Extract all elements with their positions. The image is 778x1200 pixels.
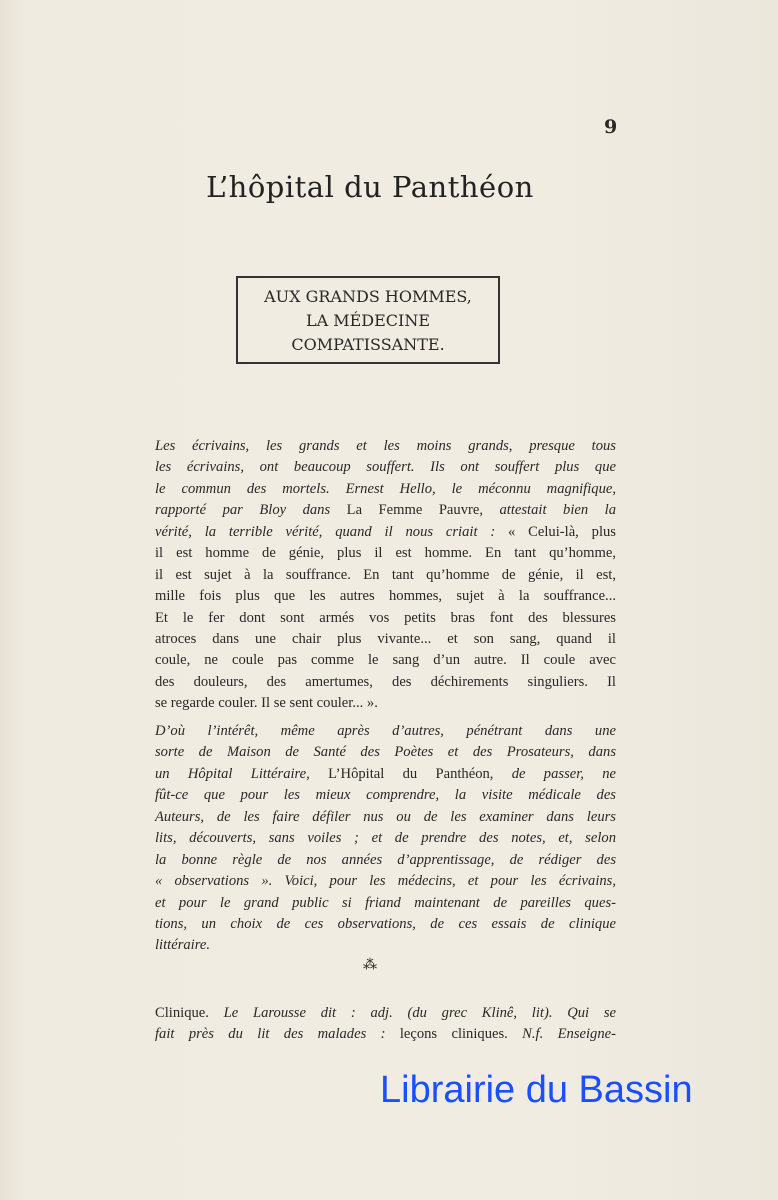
paragraph-clinique bbox=[155, 1003, 616, 1046]
text-line bbox=[155, 693, 616, 714]
text-line bbox=[155, 522, 616, 543]
text-line bbox=[155, 1024, 616, 1045]
italic-text: vérité, la terrible vérité, quand il nous criait : bbox=[155, 523, 509, 540]
asterism-divider: ⁂ bbox=[363, 958, 377, 973]
roman-text: « Celui-là, plus bbox=[508, 523, 616, 540]
roman-text: L’Hôpital du Panthéon, bbox=[328, 765, 494, 782]
text-line bbox=[155, 721, 616, 742]
text-line bbox=[155, 543, 616, 564]
text-line bbox=[155, 457, 616, 478]
boxed-heading-line: COMPATISSANTE. bbox=[291, 335, 445, 354]
text-line bbox=[155, 764, 616, 785]
text-line bbox=[155, 586, 616, 607]
boxed-heading bbox=[236, 276, 500, 364]
page-number: 9 bbox=[604, 116, 618, 138]
paragraph-intro bbox=[155, 436, 616, 715]
roman-text: leçons cliniques. bbox=[399, 1026, 508, 1043]
boxed-heading-line: AUX GRANDS HOMMES, bbox=[264, 287, 472, 306]
italic-text: de passer, ne bbox=[493, 765, 617, 782]
text-line bbox=[155, 893, 616, 914]
paragraph-hospital bbox=[155, 721, 616, 957]
italic-text: fait près du lit des malades : bbox=[155, 1026, 400, 1043]
text-line bbox=[155, 608, 616, 629]
italic-text: « observations ». Voici, pour les médecins, et pour les écrivains, bbox=[155, 873, 616, 890]
italic-text: un Hôpital Littéraire, bbox=[155, 765, 329, 782]
italic-text: N.f. Enseigne- bbox=[507, 1026, 616, 1043]
roman-text: Et le fer dont sont armés vos petits bras font des blessures bbox=[155, 609, 616, 626]
text-line bbox=[155, 436, 616, 457]
roman-text: Clinique. bbox=[155, 1005, 209, 1021]
text-line bbox=[155, 629, 616, 650]
italic-text: Le Larousse dit : adj. (du grec Klinê, lit). Qui se bbox=[208, 1005, 616, 1021]
text-line bbox=[155, 871, 616, 892]
text-line bbox=[155, 828, 616, 849]
text-line bbox=[155, 1003, 616, 1024]
roman-text: il est homme de génie, plus il est homme. En tant qu’homme, bbox=[155, 545, 616, 562]
roman-text: il est sujet à la souffrance. En tant qu’homme de génie, il est, bbox=[155, 566, 616, 583]
watermark-logo: Librairie du Bassin bbox=[380, 1069, 693, 1111]
text-line bbox=[155, 742, 616, 763]
roman-text: des douleurs, des amertumes, des déchirements singuliers. Il bbox=[155, 673, 616, 690]
text-line bbox=[155, 914, 616, 935]
italic-text: tions, un choix de ces observations, de ces essais de clinique bbox=[155, 915, 616, 932]
italic-text: sorte de Maison de Santé des Poètes et des Prosateurs, dans bbox=[155, 744, 616, 761]
roman-text: atroces dans une chair plus vivante... et son sang, quand il bbox=[155, 630, 616, 647]
boxed-heading-line: LA MÉDECINE bbox=[305, 311, 431, 330]
text-line bbox=[155, 672, 616, 693]
text-line bbox=[155, 807, 616, 828]
italic-text: la bonne règle de nos années d’apprentissage, de rédiger des bbox=[155, 851, 616, 868]
text-line bbox=[155, 650, 616, 671]
chapter-title: L’hôpital du Panthéon bbox=[206, 170, 534, 204]
italic-text: littéraire. bbox=[155, 937, 210, 954]
italic-text: attestait bien la bbox=[483, 502, 616, 519]
text-line bbox=[155, 785, 616, 806]
italic-text: Les écrivains, les grands et les moins grands, presque tous bbox=[155, 438, 616, 454]
italic-text: fût-ce que pour les mieux comprendre, la visite médicale des bbox=[155, 787, 616, 804]
italic-text: rapporté par Bloy dans bbox=[155, 502, 347, 519]
text-line bbox=[155, 850, 616, 871]
italic-text: D’où l’intérêt, même après d’autres, pénétrant dans une bbox=[155, 723, 616, 739]
italic-text: Auteurs, de les faire défiler nus ou de les examiner dans leurs bbox=[155, 808, 616, 825]
text-line bbox=[155, 935, 616, 956]
italic-text: et pour le grand public si friand maintenant de pareilles ques- bbox=[155, 894, 616, 911]
italic-text: le commun des mortels. Ernest Hello, le méconnu magnifique, bbox=[155, 480, 616, 497]
roman-text: mille fois plus que les autres hommes, sujet à la souffrance... bbox=[155, 588, 616, 605]
italic-text: les écrivains, ont beaucoup souffert. Ils ont souffert plus que bbox=[155, 459, 616, 476]
roman-text: La Femme Pauvre, bbox=[346, 502, 483, 519]
text-line bbox=[155, 500, 616, 521]
text-line bbox=[155, 565, 616, 586]
roman-text: se regarde couler. Il se sent couler... ». bbox=[155, 695, 378, 712]
italic-text: lits, découverts, sans voiles ; et de prendre des notes, et, selon bbox=[155, 830, 616, 847]
text-line bbox=[155, 479, 616, 500]
roman-text: coule, ne coule pas comme le sang d’un autre. Il coule avec bbox=[155, 652, 616, 669]
